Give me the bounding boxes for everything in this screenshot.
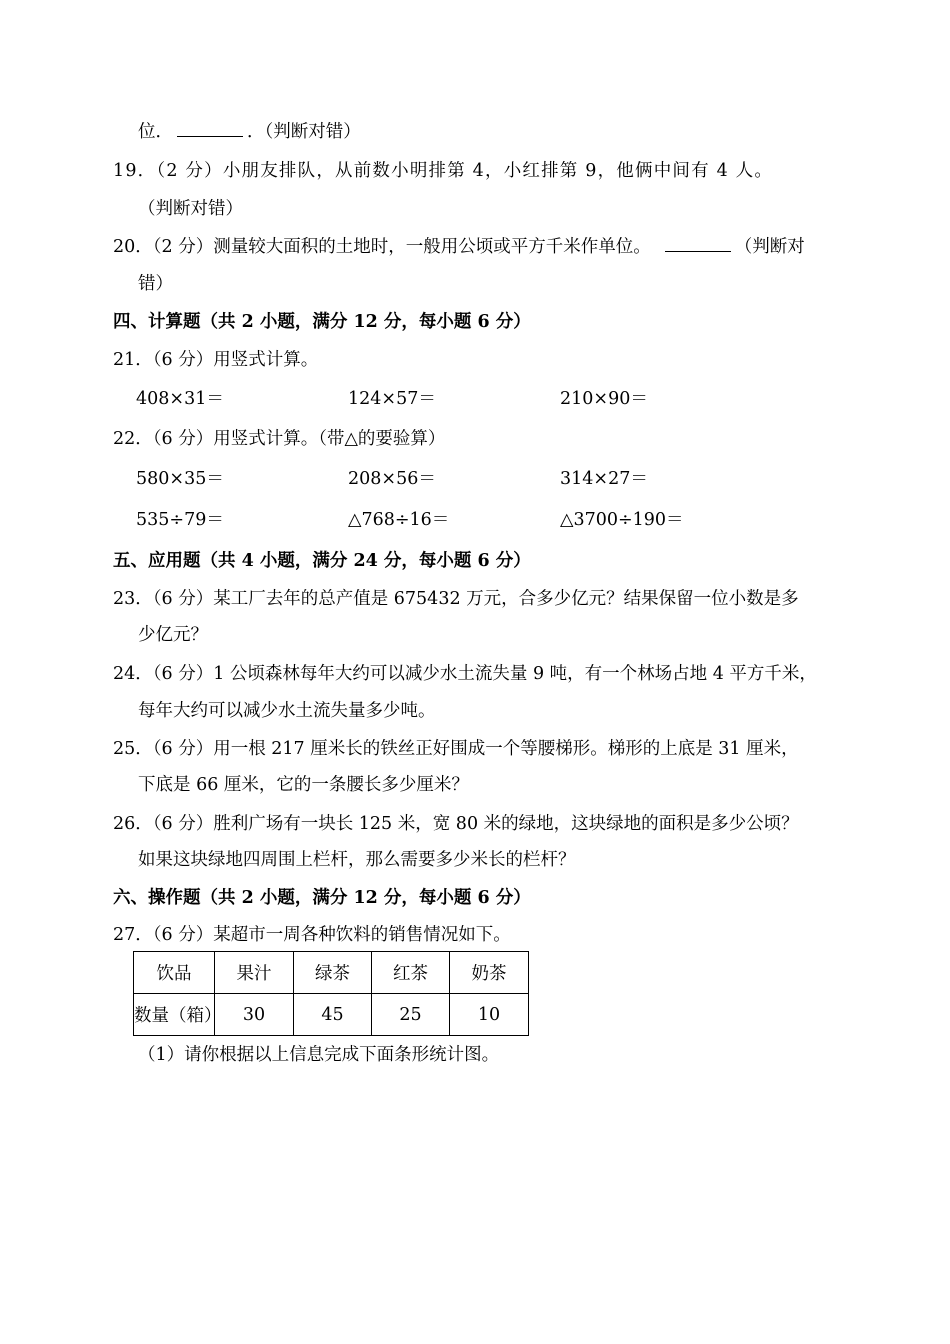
q25-line2: 下底是 66 厘米，它的一条腰长多少厘米？ (138, 775, 469, 795)
table-cell: 果汁 (215, 952, 294, 994)
q18-answer-blank[interactable] (177, 120, 243, 137)
table-row (134, 994, 529, 1036)
q21-text: 21．（6 分）用竖式计算。 (113, 350, 319, 370)
table-cell: 10 (450, 994, 529, 1036)
q22-expr-4: 535÷79＝ (136, 510, 224, 530)
q26-line1: 26．（6 分）胜利广场有一块长 125 米，宽 80 米的绿地，这块绿地的面积是多少公顷？ (113, 814, 799, 834)
q18-line (138, 120, 361, 144)
q22-expr-3: 314×27＝ (560, 469, 648, 489)
q22-expr-5: △768÷16＝ (348, 510, 450, 530)
q25-line1: 25．（6 分）用一根 217 厘米长的铁丝正好围成一个等腰梯形。梯形的上底是 31 厘米， (113, 739, 799, 759)
table-header-row (134, 952, 529, 994)
q21-expr-3: 210×90＝ (560, 389, 648, 409)
table-cell: 饮品 (134, 952, 215, 994)
q19-line2: （判断对错） (138, 199, 243, 219)
q27-text: 27．（6 分）某超市一周各种饮料的销售情况如下。 (113, 925, 511, 945)
q23-line1: 23．（6 分）某工厂去年的总产值是 675432 万元，合多少亿元？结果保留一位小数是多 (113, 589, 799, 609)
section5-title: 五、应用题（共 4 小题，满分 24 分，每小题 6 分） (113, 551, 531, 571)
q22-expr-2: 208×56＝ (348, 469, 436, 489)
q20-suffix: （判断对 (734, 237, 805, 257)
section4-title: 四、计算题（共 2 小题，满分 12 分，每小题 6 分） (113, 312, 531, 332)
section6-title: 六、操作题（共 2 小题，满分 12 分，每小题 6 分） (113, 888, 531, 908)
table-cell: 绿茶 (294, 952, 372, 994)
q20-answer-blank[interactable] (665, 235, 731, 252)
q26-line2: 如果这块绿地四周围上栏杆，那么需要多少米长的栏杆？ (138, 850, 576, 870)
sales-table (133, 951, 529, 1036)
table-cell: 数量（箱） (134, 994, 215, 1036)
q19-line1: 19．（2 分）小朋友排队，从前数小明排第 4，小红排第 9，他俩中间有 4 人。 (113, 161, 774, 181)
q21-expr-1: 408×31＝ (136, 389, 224, 409)
q21-expr-2: 124×57＝ (348, 389, 436, 409)
table-cell: 奶茶 (450, 952, 529, 994)
table-cell: 45 (294, 994, 372, 1036)
q18-prefix: 位． (138, 122, 173, 142)
q27-sub1: （1）请你根据以上信息完成下面条形统计图。 (138, 1045, 500, 1065)
q20-line2: 错） (138, 274, 173, 294)
q20-prefix: 20．（2 分）测量较大面积的土地时，一般用公顷或平方千米作单位。 (113, 237, 651, 257)
table-cell: 红茶 (372, 952, 450, 994)
q23-line2: 少亿元？ (138, 625, 208, 645)
q22-text: 22．（6 分）用竖式计算。（带△的要验算） (113, 429, 446, 449)
q24-line1: 24．（6 分）1 公顷森林每年大约可以减少水土流失量 9 吨，有一个林场占地 4 平方千米， (113, 664, 817, 684)
table-cell: 25 (372, 994, 450, 1036)
q18-suffix: ．（判断对错） (247, 122, 361, 142)
q24-line2: 每年大约可以减少水土流失量多少吨。 (138, 701, 436, 721)
table-cell: 30 (215, 994, 294, 1036)
q22-expr-1: 580×35＝ (136, 469, 224, 489)
q20-line1 (113, 235, 805, 259)
q22-expr-6: △3700÷190＝ (560, 510, 684, 530)
